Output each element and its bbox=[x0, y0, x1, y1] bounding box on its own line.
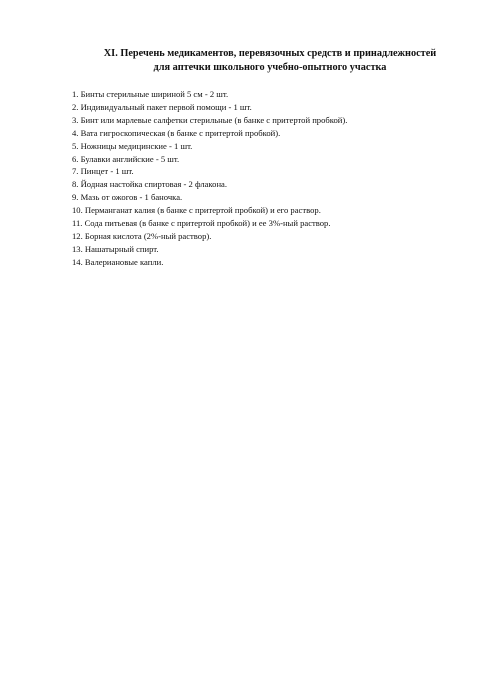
list-item: 5. Ножницы медицинские - 1 шт. bbox=[72, 140, 193, 151]
list-item: 1. Бинты стерильные шириной 5 см - 2 шт. bbox=[72, 89, 229, 99]
list-item: 2. Индивидуальный пакет первой помощи - 1 шт. bbox=[72, 101, 252, 112]
list-item: 7. Пинцет - 1 шт. bbox=[72, 166, 134, 177]
list-item: 8. Йодная настойка спиртовая - 2 флакона. bbox=[72, 179, 228, 190]
list-item: 12. Борная кислота (2%-ный раствор). bbox=[72, 230, 212, 241]
list-item: 4. Вата гигроскопическая (в банке с притертой пробкой). bbox=[72, 127, 281, 138]
document-heading bbox=[60, 47, 480, 75]
heading-line-2: для аптечки школьного учебно-опытного участка bbox=[153, 62, 387, 73]
list-item: 10. Перманганат калия (в банке с притертой пробкой) и его раствор. bbox=[72, 205, 321, 216]
list-item: 11. Сода питьевая (в банке с притертой пробкой) и ее 3%-ный раствор. bbox=[72, 218, 331, 229]
medication-list bbox=[72, 88, 347, 269]
heading-line-1: XI. Перечень медикаментов, перевязочных средств и принадлежностей bbox=[103, 48, 437, 59]
list-item: 14. Валериановые капли. bbox=[72, 256, 164, 267]
list-item: 3. Бинт или марлевые салфетки стерильные (в банке с притертой пробкой). bbox=[72, 114, 348, 125]
list-item: 13. Нашатырный спирт. bbox=[72, 243, 159, 254]
list-item: 6. Булавки английские - 5 шт. bbox=[72, 153, 180, 164]
list-item: 9. Мазь от ожогов - 1 баночка. bbox=[72, 192, 183, 203]
